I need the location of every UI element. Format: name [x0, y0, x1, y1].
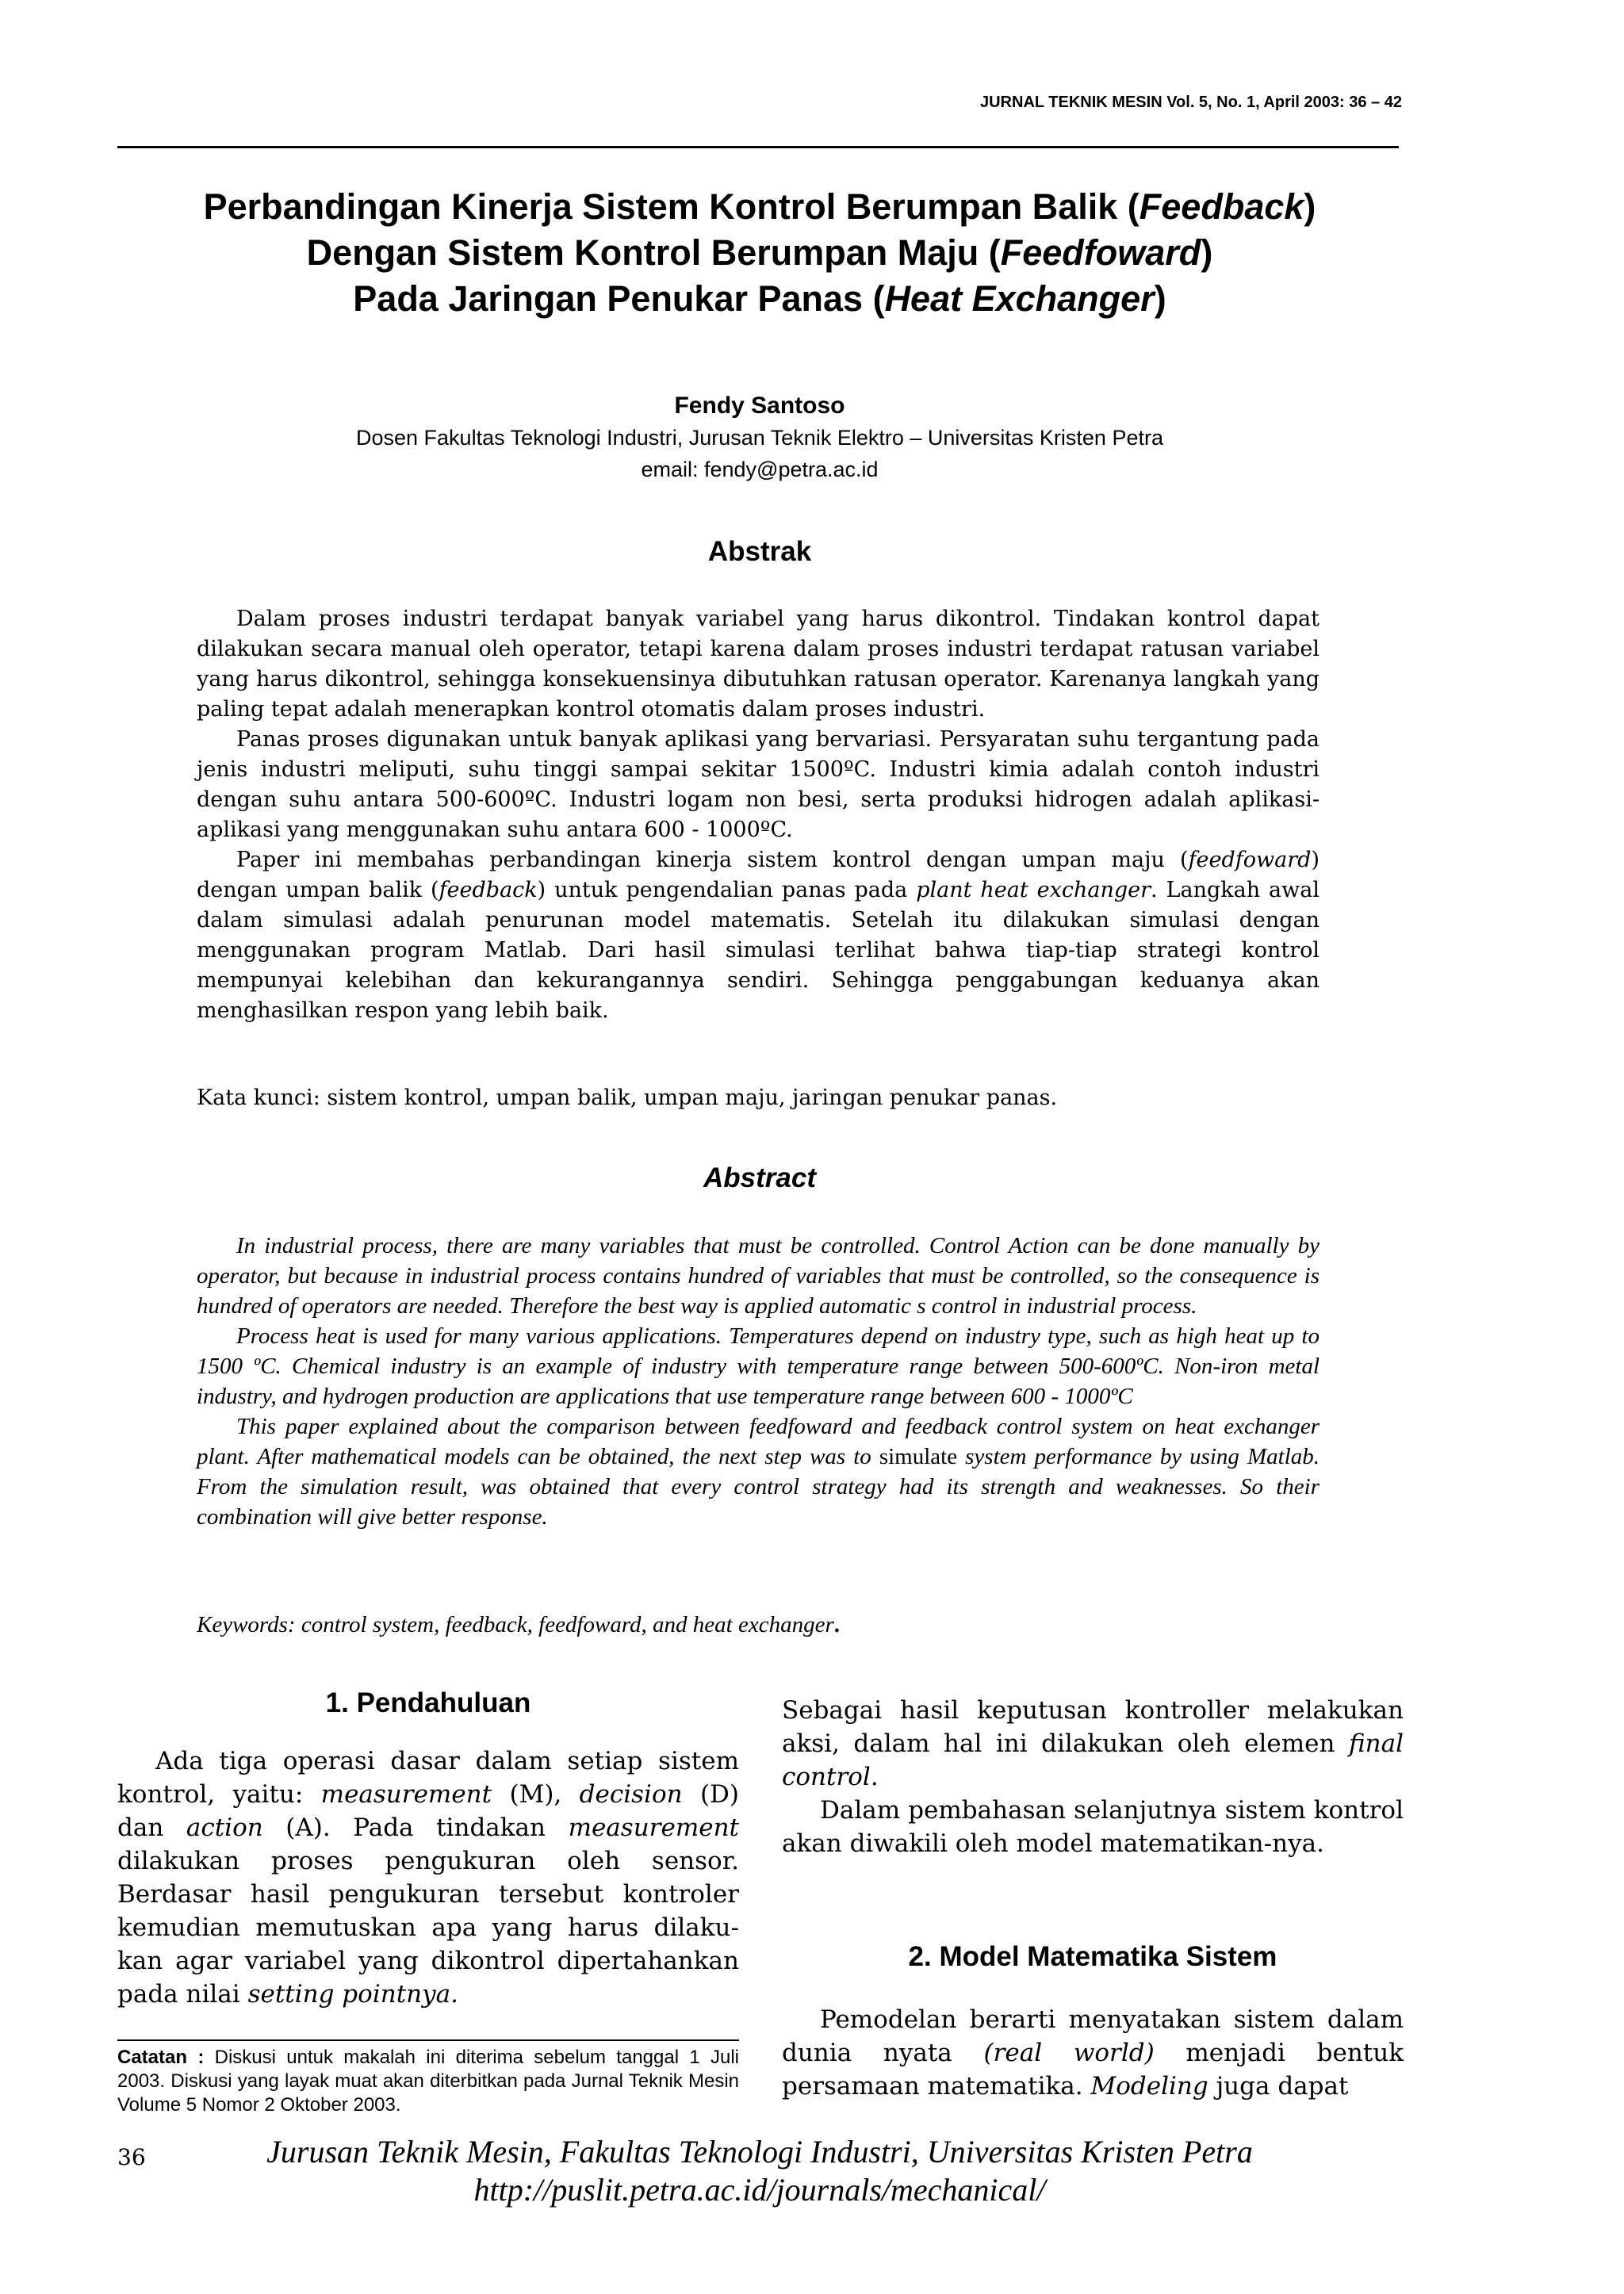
abstrak-paragraph-1: Dalam proses industri terdapat banyak variabel yang harus dikontrol. Tindakan kontrol dapat dilakukan secara manual oleh operator, tetapi karena dalam proses industri terdapat ratusan variabel yang harus dikontrol, sehingga konsekuensinya dibutuhkan ratusan operator. Karenanya langkah yang paling tepat adalah menerapkan kontrol otomatis dalam proses industri.	[197, 607, 1320, 722]
section-1-heading: 1. Pendahuluan	[325, 1687, 531, 1718]
column-2-paragraph-1: Sebagai hasil keputusan kontroller melakukan aksi, dalam hal ini dilakukan oleh elemen final control.	[782, 1696, 1404, 1791]
abstract-paragraph-2: Process heat is used for many various applications. Temperatures depend on industry type, such as high heat up to 1500 ºC. Chemical industry is an example of industry with temperature range between 500-600ºC. Non-iron metal industry, and hydrogen production are applications that use temperature range between 600 - 1000ºC	[197, 1323, 1320, 1409]
header-rule	[117, 146, 1399, 148]
page-number: 36	[117, 2144, 146, 2170]
abstract-paragraph-1: In industrial process, there are many variables that must be controlled. Control Action can be done manually by operator, but because in industrial process contains hundred of variables that must be controlled, so the consequence is hundred of operators are needed. Therefore the best way is applied automatic s control in industrial process.	[197, 1233, 1320, 1319]
title-line-3: Pada Jaringan Penukar Panas (Heat Exchanger)	[353, 278, 1166, 319]
author-email: email: fendy@petra.ac.id	[641, 458, 879, 481]
section-2-body	[782, 2003, 1404, 2103]
section-2-paragraph-1: Pemodelan berarti menyatakan sistem dalam dunia nyata (real world) menjadi bentuk persamaan matematika. Modeling juga dapat	[782, 2005, 1404, 2101]
footer-institution: Jurusan Teknik Mesin, Fakultas Teknologi Industri, Universitas Kristen Petra	[266, 2134, 1253, 2170]
paper-title	[119, 184, 1400, 322]
author-block	[119, 390, 1400, 485]
abstrak-heading: Abstrak	[707, 536, 812, 567]
footnote-text: Diskusi untuk makalah ini diterima sebelum tanggal 1 Juli 2003. Diskusi yang layak muat akan diterbitkan pada Jurnal Teknik Mesin Volume 5 Nomor 2 Oktober 2003.	[117, 2047, 740, 2116]
footnote	[117, 2046, 739, 2117]
section-1-paragraph-1: Ada tiga operasi dasar dalam setiap sistem kontrol, yaitu: measurement (M), decision (D) dan action (A). Pada tindakan measurement dilakukan proses pengukuran oleh sensor. Berdasar hasil pengukuran tersebut kontroler kemudian memutuskan apa yang harus dilaku-kan agar variabel yang dikontrol dipertahankan pada nilai setting pointnya.	[117, 1747, 740, 2009]
author-name: Fendy Santoso	[674, 393, 845, 419]
abstract-keywords: Keywords: control system, feedback, feedfoward, and heat exchanger.	[197, 1612, 840, 1637]
abstrak-paragraph-2: Panas proses digunakan untuk banyak aplikasi yang bervariasi. Persyaratan suhu tergantung pada jenis industri meliputi, suhu tinggi sampai sekitar 1500ºC. Industri kimia adalah contoh industri dengan suhu antara 500-600ºC. Industri logam non besi, serta produksi hidrogen adalah aplikasi-aplikasi yang menggunakan suhu antara 600 - 1000ºC.	[197, 727, 1320, 842]
kata-kunci-text: sistem kontrol, umpan balik, umpan maju, jaringan penukar panas.	[320, 1086, 1058, 1110]
abstrak-paragraph-3: Paper ini membahas perbandingan kinerja sistem kontrol dengan umpan maju (feedfoward) dengan umpan balik (feedback) untuk pengendalian panas pada plant heat exchanger. Langkah awal dalam simulasi adalah penurunan model matematis. Setelah itu dilakukan simulasi dengan menggunakan program Matlab. Dari hasil simulasi terlihat bahwa tiap-tiap strategi kontrol mempunyai kelebihan dan kekurangannya sendiri. Sehingga penggabungan keduanya akan menghasilkan respon yang lebih baik.	[197, 848, 1320, 1023]
abstrak-body	[197, 604, 1320, 1026]
page-footer	[119, 2133, 1400, 2209]
author-affiliation: Dosen Fakultas Teknologi Industri, Jurusan Teknik Elektro – Universitas Kristen Petra	[356, 426, 1163, 450]
footnote-rule	[117, 2039, 739, 2041]
abstract-heading: Abstract	[703, 1162, 816, 1193]
section-1-body	[117, 1744, 739, 2011]
kata-kunci-label: Kata kunci:	[197, 1086, 320, 1110]
title-line-2: Dengan Sistem Kontrol Berumpan Maju (Feedfoward)	[306, 232, 1213, 273]
abstract-body	[197, 1231, 1320, 1532]
title-line-1: Perbandingan Kinerja Sistem Kontrol Berumpan Balik (Feedback)	[203, 186, 1316, 227]
kata-kunci	[197, 1083, 1320, 1113]
section-2-heading: 2. Model Matematika Sistem	[908, 1941, 1277, 1972]
column-2-body	[782, 1694, 1404, 1860]
footer-url: http://puslit.petra.ac.id/journals/mechanical/	[473, 2172, 1046, 2208]
column-2-paragraph-2: Dalam pembahasan selanjutnya sistem kontrol akan diwakili oleh model matematikan-nya.	[782, 1796, 1404, 1858]
journal-reference: JURNAL TEKNIK MESIN Vol. 5, No. 1, April 2003: 36 – 42	[979, 94, 1402, 111]
footnote-label: Catatan :	[117, 2047, 205, 2068]
abstract-paragraph-3: This paper explained about the comparison between feedfoward and feedback control system on heat exchanger plant. After mathematical models can be obtained, the next step was to simulate system performance by using Matlab. From the simulation result, was obtained that every control strategy had its strength and weaknesses. So their combination will give better response.	[197, 1414, 1320, 1530]
